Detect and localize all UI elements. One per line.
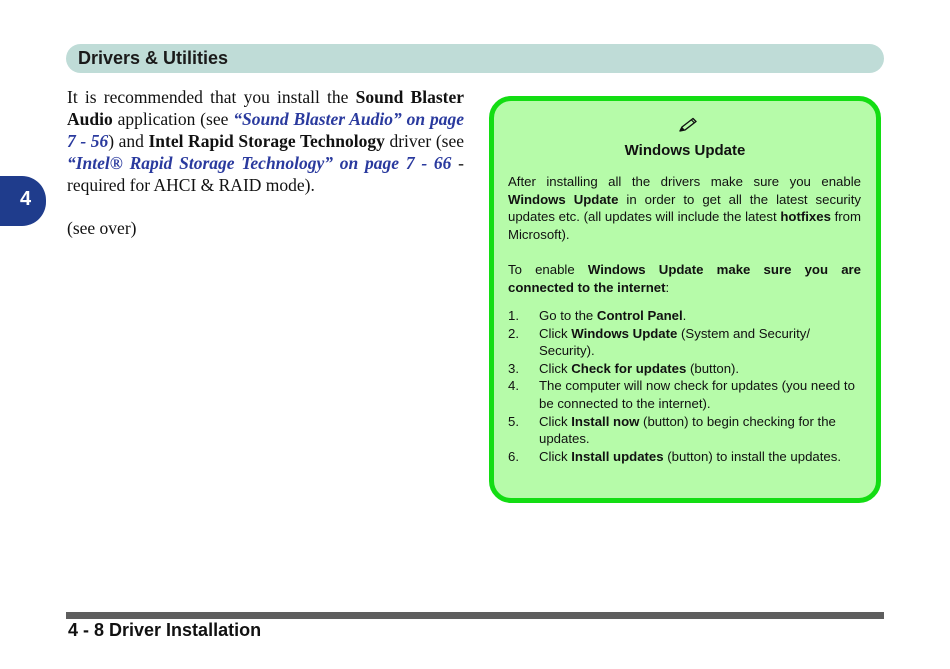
- step-text: (System and Security/ Security).: [539, 325, 811, 359]
- step-ui-term: Install updates: [571, 448, 664, 464]
- list-item: [508, 377, 861, 412]
- note-text: After installing all the drivers make sure you enable: [508, 174, 861, 189]
- note-paragraph-connect: [508, 261, 861, 296]
- see-over-note: (see over): [67, 218, 137, 238]
- page-footer: 4 - 8 Driver Installation: [68, 620, 262, 640]
- step-text: The computer will now check for updates (you need to be connected to the internet).: [539, 378, 855, 411]
- pencil-icon: [677, 117, 699, 133]
- intro-text: It is recommended that you install the: [67, 87, 356, 107]
- step-number: 1.: [508, 308, 519, 323]
- note-text: in order to get all the latest security updates etc. (all updates will include the latest: [508, 191, 861, 225]
- hotfixes-term: hotfixes: [780, 209, 831, 225]
- step-text: (button) to begin checking for the updates.: [539, 413, 836, 447]
- intro-text: driver (see: [384, 131, 464, 151]
- intro-text: ) and: [108, 131, 149, 151]
- step-text: (button) to install the updates.: [663, 448, 842, 464]
- note-title: Windows Update: [624, 142, 746, 159]
- step-number: 2.: [508, 325, 519, 341]
- intro-text: application (see: [112, 109, 234, 129]
- step-ui-term: Control Panel: [596, 308, 683, 323]
- step-text: Click: [539, 413, 572, 429]
- list-item: [508, 448, 861, 466]
- step-text: Click: [539, 325, 572, 341]
- intro-text: - required for AHCI & RAID mode).: [67, 153, 465, 195]
- step-text: Click: [539, 448, 572, 464]
- intro-column: [67, 86, 464, 239]
- intel-rst-label: Intel Rapid Storage Technology: [148, 131, 385, 151]
- note-text: To enable: [508, 262, 588, 277]
- intro-paragraph: [67, 86, 464, 196]
- windows-update-note: [489, 96, 881, 503]
- section-header-bar: [66, 44, 884, 73]
- list-item: [508, 360, 861, 378]
- step-number: 3.: [508, 360, 519, 376]
- list-item: [508, 307, 861, 325]
- update-steps-list: [508, 307, 861, 465]
- step-text: .: [682, 308, 687, 323]
- step-number: 5.: [508, 413, 519, 429]
- step-ui-term: Check for updates: [571, 360, 687, 376]
- section-title: Drivers & Utilities: [78, 48, 229, 68]
- chapter-number: 4: [20, 188, 32, 210]
- sound-blaster-label: Sound Blaster Audio: [67, 87, 464, 129]
- footer-rule: [66, 612, 884, 619]
- connect-instruction: Windows Update make sure you are connected to the internet: [508, 262, 861, 295]
- list-item: [508, 325, 861, 360]
- windows-update-term: Windows Update: [508, 191, 619, 207]
- step-number: 6.: [508, 448, 519, 464]
- step-text: Go to the: [539, 308, 597, 323]
- step-number: 4.: [508, 378, 519, 394]
- chapter-tab: [0, 176, 46, 226]
- step-text: (button).: [686, 360, 740, 376]
- step-ui-term: Windows Update: [571, 325, 678, 341]
- list-item: [508, 413, 861, 448]
- note-text: from Microsoft).: [508, 209, 861, 242]
- step-ui-term: Install now: [571, 413, 640, 429]
- note-text: :: [665, 279, 670, 295]
- intel-rst-page-link[interactable]: “Intel® Rapid Storage Technology” on page 7 - 66: [67, 153, 452, 173]
- step-text: Click: [539, 360, 572, 376]
- note-paragraph-enable: [508, 173, 861, 243]
- sound-blaster-page-link[interactable]: “Sound Blaster Audio” on page 7 - 56: [67, 109, 464, 151]
